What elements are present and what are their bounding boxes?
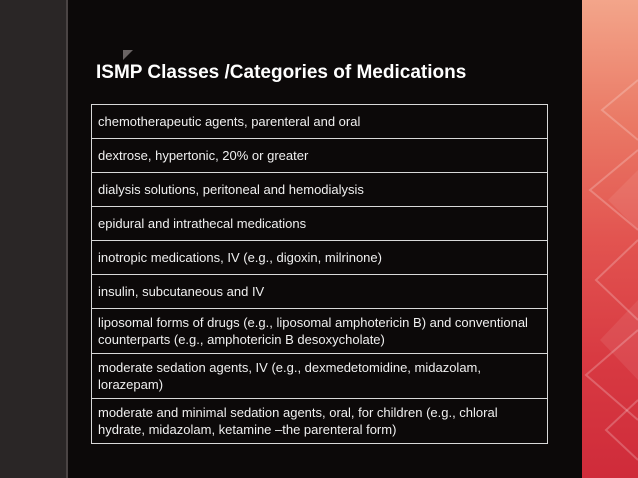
- table-row: [92, 309, 548, 354]
- table-row: [92, 105, 548, 139]
- medications-table: [91, 104, 548, 444]
- table-cell: moderate and minimal sedation agents, oral, for children (e.g., chloral hydrate, midazolam, ketamine –the parenteral form): [92, 399, 548, 444]
- table-cell: insulin, subcutaneous and IV: [92, 275, 548, 309]
- table-row: [92, 399, 548, 444]
- corner-marker-icon: [123, 50, 133, 60]
- right-decorative-panel: [582, 0, 638, 478]
- table-row: [92, 139, 548, 173]
- table-cell: chemotherapeutic agents, parenteral and oral: [92, 105, 548, 139]
- table-cell: epidural and intrathecal medications: [92, 207, 548, 241]
- table-row: [92, 275, 548, 309]
- left-decorative-strip: [0, 0, 68, 478]
- table-row: [92, 173, 548, 207]
- table-row: [92, 241, 548, 275]
- table-cell: inotropic medications, IV (e.g., digoxin, milrinone): [92, 241, 548, 275]
- table-cell: moderate sedation agents, IV (e.g., dexmedetomidine, midazolam, lorazepam): [92, 354, 548, 399]
- chevron-pattern-icon: [582, 0, 638, 478]
- table-cell: liposomal forms of drugs (e.g., liposomal amphotericin B) and conventional counterparts (e.g., amphotericin B desoxycholate): [92, 309, 548, 354]
- table-row: [92, 354, 548, 399]
- table-cell: dextrose, hypertonic, 20% or greater: [92, 139, 548, 173]
- table-row: [92, 207, 548, 241]
- slide-title: ISMP Classes /Categories of Medications: [96, 62, 467, 83]
- table-cell: dialysis solutions, peritoneal and hemodialysis: [92, 173, 548, 207]
